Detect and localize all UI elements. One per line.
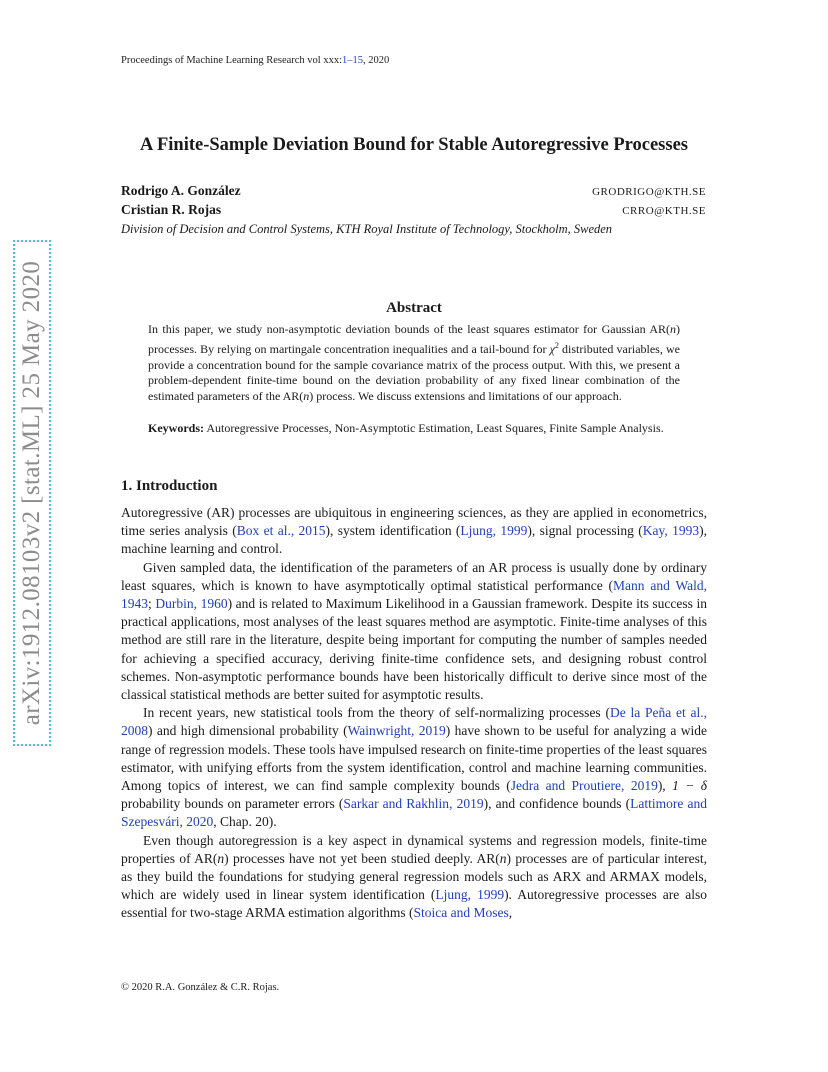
citation-wainwright-2019[interactable]: Wainwright, 2019 [347, 723, 446, 739]
running-head-venue: Proceedings of Machine Learning Research vol xxx: [121, 55, 343, 66]
citation-ljung-1999-b[interactable]: Ljung, 1999 [435, 887, 505, 903]
keywords-label: Keywords: [148, 421, 204, 435]
paper-title: A Finite-Sample Deviation Bound for Stable Autoregressive Processes [140, 135, 688, 155]
citation-ljung-1999[interactable]: Ljung, 1999 [460, 523, 528, 539]
abstract-text: In this paper, we study non-asymptotic deviation bounds of the least squares estimator for Gaussian AR(n) processes. By relying on martingale concentration inequalities and a tail-bound for $\chi^2$ distributed variables, we provide a concentration bound for the sample covariance matrix of the process output. With this, we present a problem-dependent finite-time bound on the deviation probability of any fixed linear combination of the estimated parameters of the AR(n) process. We discuss extensions and limitations of our approach. [148, 322, 680, 404]
affiliation: Division of Decision and Control Systems, KTH Royal Institute of Technology, Stockholm, Sweden [121, 222, 613, 236]
introduction-body [121, 504, 707, 923]
copyright-icon: © [121, 982, 129, 993]
citation-jedra-proutiere-2019[interactable]: Jedra and Proutiere, 2019 [510, 778, 658, 794]
citation-sarkar-rakhlin-2019[interactable]: Sarkar and Rakhlin, 2019 [343, 796, 484, 812]
author-email-1: GRODRIGO@KTH.SE [592, 186, 706, 198]
math-one-minus-delta: 1 − δ [672, 778, 708, 794]
section-heading-introduction: 1. Introduction [121, 478, 218, 494]
paragraph-2: Given sampled data, the identification of the parameters of an AR process is usually done by ordinary least squares, which is known to have asymptotically optimal statistical performance (Mann and Wald, 1943; Durbin, 1960) and is related to Maximum Likelihood in a Gaussian framework. Despite its success in practical applications, most analyses of the least squares method are asymptotic. Finite-time analyses of this method are still rare in the literature, despite being important for computing the number of samples needed for achieving a specified accuracy, deriving finite-time confidence sets, and designing robust control schemes. Non-asymptotic performance bounds have been historically difficult to derive since most of the classical statistical methods are better suited for asymptotic results. [121, 559, 708, 703]
citation-mann-wald-1943[interactable]: Mann and Wald, 1943 [121, 577, 707, 612]
copyright-footer [121, 982, 279, 993]
paragraph-3: In recent years, new statistical tools from the theory of self-normalizing processes (De la Peña et al., 2008) and high dimensional probability (Wainwright, 2019) have shown to be useful for analyzing a wide range of regression models. These tools have impulsed research on finite-time properties of the least squares estimator, with unifying efforts from the system identification, control and machine learning communities. Among topics of interest, we can find sample complexity bounds (Jedra and Proutiere, 2019), 1 − δ probability bounds on parameter errors (Sarkar and Rakhlin, 2019), and confidence bounds (Lattimore and Szepesvári, 2020, Chap. 20). [121, 705, 708, 830]
paragraph-1: Autoregressive (AR) processes are ubiquitous in engineering sciences, as they are applied in econometrics, time series analysis (Box et al., 2015), system identification (Ljung, 1999), signal processing (Kay, 1993), machine learning and control. [121, 505, 707, 557]
paragraph-4: Even though autoregression is a key aspect in dynamical systems and regression models, finite-time properties of AR(n) processes have not yet been studied deeply. AR(n) processes are of particular interest, as they build the foundations for studying general regression models such as ARX and ARMAX models, which are widely used in linear system identification (Ljung, 1999). Autoregressive processes are also essential for two-stage ARMA estimation algorithms (Stoica and Moses, [121, 832, 707, 921]
citation-durbin-1960[interactable]: Durbin, 1960 [155, 596, 228, 612]
citation-lattimore-szepesvari-2020[interactable]: Lattimore and Szepesvári, 2020 [121, 796, 708, 830]
author-email-2: CRRO@KTH.SE [622, 205, 706, 217]
citation-box-2015[interactable]: Box et al., 2015 [236, 523, 326, 539]
author-name-1: Rodrigo A. González [121, 183, 241, 198]
citation-stoica-moses[interactable]: Stoica and Moses [413, 905, 509, 921]
citation-de-la-pena-2008[interactable]: De la Peña et al., 2008 [121, 705, 707, 739]
keywords-list: Autoregressive Processes, Non-Asymptotic Estimation, Least Squares, Finite Sample Analysis. [204, 421, 664, 435]
abstract-heading: Abstract [386, 300, 442, 316]
running-head-year: , 2020 [363, 55, 390, 66]
running-head-pages-link[interactable]: 1–15 [342, 55, 364, 66]
arxiv-identifier[interactable]: arXiv:1912.08103v2 [stat.ML] 25 May 2020 [18, 260, 45, 726]
running-head [121, 55, 389, 66]
citation-kay-1993[interactable]: Kay, 1993 [642, 523, 700, 539]
copyright-text: 2020 R.A. González & C.R. Rojas. [128, 982, 280, 993]
keywords [148, 421, 680, 437]
author-name-2: Cristian R. Rojas [121, 202, 222, 217]
